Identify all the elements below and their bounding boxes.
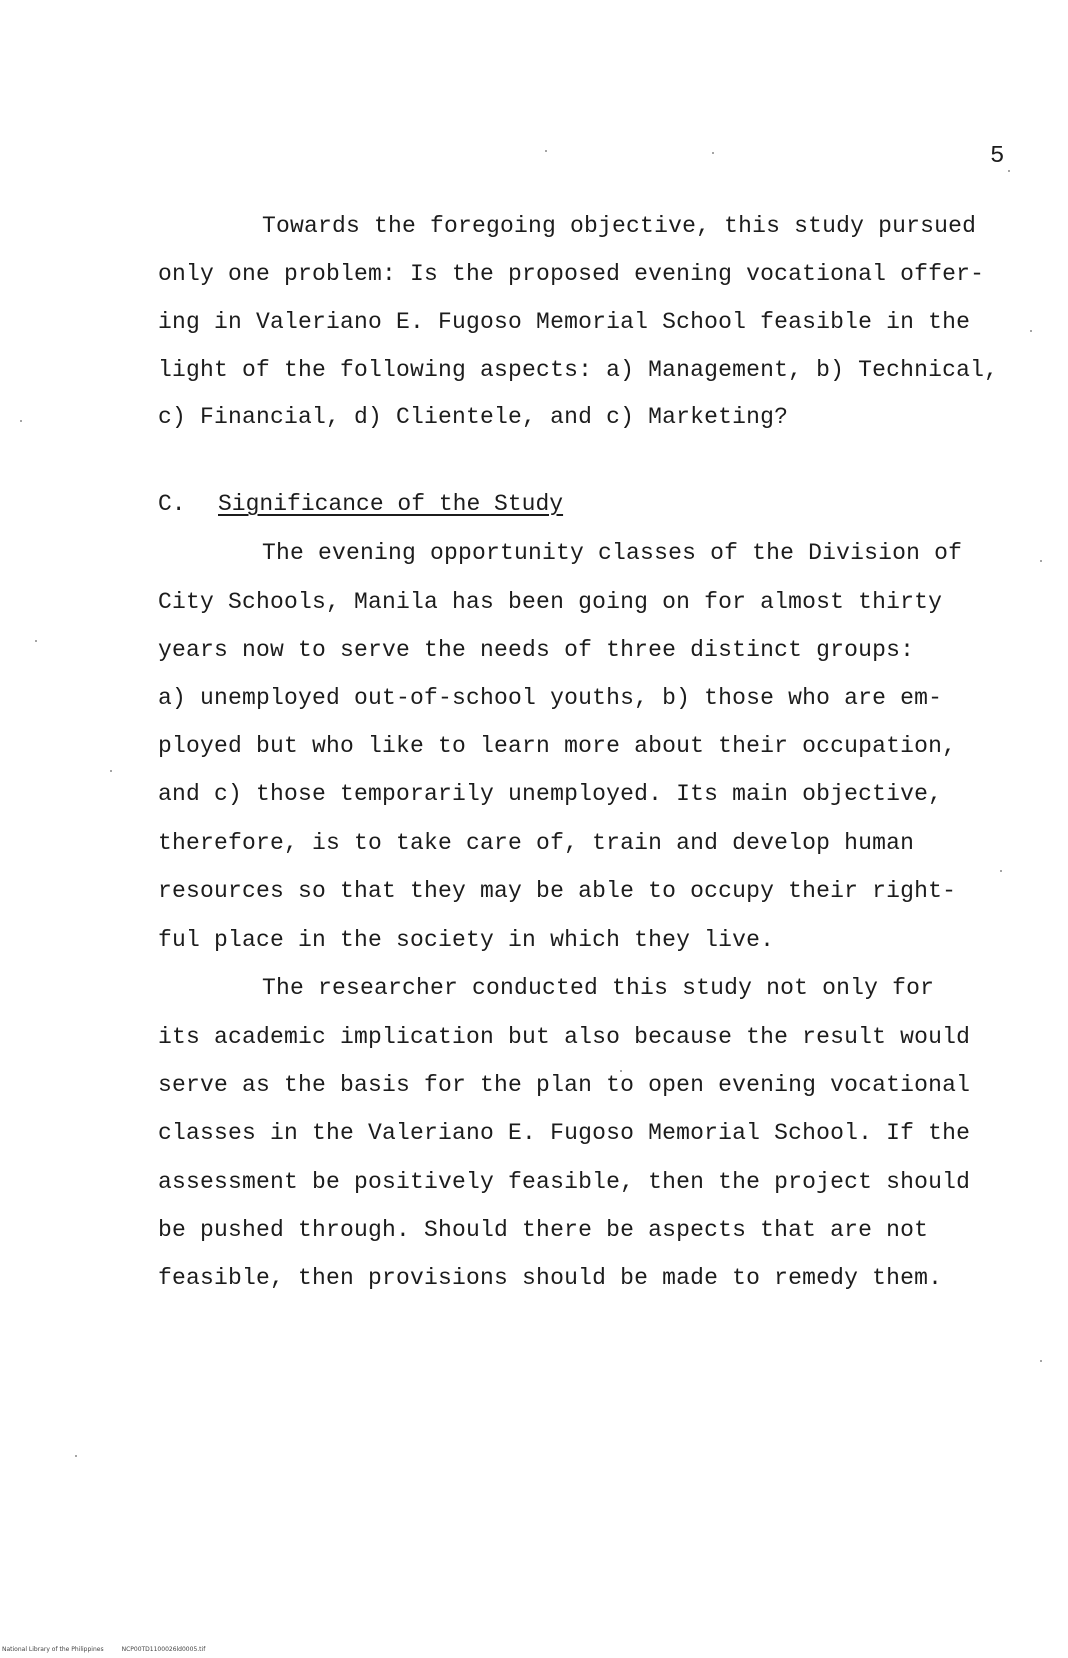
text-line: classes in the Valeriano E. Fugoso Memorial School. If the — [158, 1120, 971, 1146]
scan-speck — [1008, 170, 1010, 172]
text-line: a) unemployed out-of-school youths, b) those who are em- — [158, 685, 943, 711]
text-line: ful place in the society in which they live. — [158, 927, 775, 953]
text-line: be pushed through. Should there be aspects that are not — [158, 1217, 929, 1243]
scan-footer — [2, 1646, 205, 1654]
text-line: only one problem: Is the proposed evening vocational offer- — [158, 261, 985, 287]
scan-speck — [75, 1455, 77, 1457]
scan-speck — [1040, 1360, 1042, 1362]
section-title: Significance of the Study — [218, 491, 564, 517]
section-letter: C. — [158, 491, 186, 517]
scan-speck — [1000, 870, 1002, 872]
text-line: and c) those temporarily unemployed. Its main objective, — [158, 781, 943, 807]
scan-speck — [712, 152, 714, 154]
text-line: serve as the basis for the plan to open evening vocational — [158, 1072, 971, 1098]
text-line: therefore, is to take care of, train and develop human — [158, 830, 915, 856]
scan-speck — [1040, 560, 1042, 562]
scan-speck — [20, 420, 22, 422]
scan-speck — [110, 770, 112, 772]
text-line: The evening opportunity classes of the Division of — [262, 540, 963, 566]
text-line: feasible, then provisions should be made to remedy them. — [158, 1265, 943, 1291]
text-line: ployed but who like to learn more about their occupation, — [158, 733, 957, 759]
text-line: City Schools, Manila has been going on for almost thirty — [158, 589, 943, 615]
text-line: light of the following aspects: a) Management, b) Technical, — [158, 357, 999, 383]
text-line: assessment be positively feasible, then the project should — [158, 1169, 971, 1195]
text-line: The researcher conducted this study not only for — [262, 975, 935, 1001]
scan-speck — [1030, 330, 1032, 332]
footer-file-code: NCP00TD1100026ld0005.tif — [121, 1646, 206, 1653]
scan-speck — [620, 1070, 622, 1072]
text-line: c) Financial, d) Clientele, and c) Marketing? — [158, 404, 789, 430]
text-line: years now to serve the needs of three distinct groups: — [158, 637, 915, 663]
text-line: Towards the foregoing objective, this study pursued — [262, 213, 977, 239]
footer-library: National Library of the Philippines — [2, 1646, 104, 1653]
scan-speck — [35, 640, 37, 642]
text-line: its academic implication but also because the result would — [158, 1024, 971, 1050]
text-line: ing in Valeriano E. Fugoso Memorial School feasible in the — [158, 309, 971, 335]
page-number: 5 — [990, 143, 1005, 170]
text-line: resources so that they may be able to occupy their right- — [158, 878, 957, 904]
scan-speck — [545, 150, 547, 152]
